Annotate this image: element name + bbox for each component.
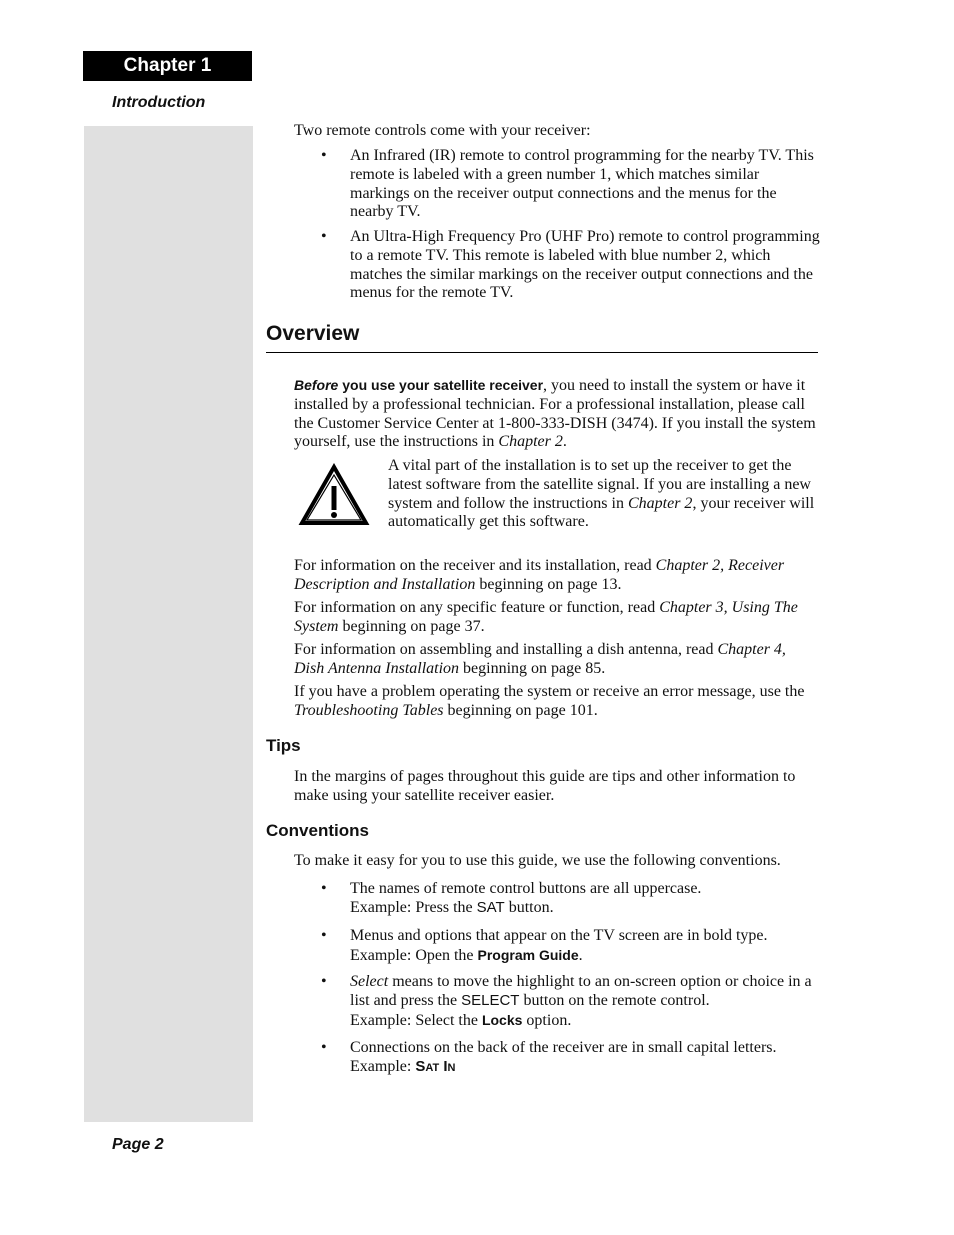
chapter-2-ref: Chapter 2 xyxy=(498,433,563,451)
overview-paragraph xyxy=(294,376,818,452)
ref-paragraph: For information on the receiver and its installation, read Chapter 2, Receiver Description and Installation beginning on page 13. xyxy=(294,557,785,593)
before-emphasis: Before xyxy=(294,377,339,393)
convention-select: Select means to move the highlight to an on-screen option or choice in a list and press the SELECT button on the remote control. Example: Select the Locks option. xyxy=(350,973,812,1029)
chapter-tab: Chapter 1 xyxy=(83,51,252,81)
sat-in-connection: Sat In xyxy=(415,1057,456,1075)
conventions-lead: To make it easy for you to use this guide, we use the following conventions. xyxy=(294,852,781,869)
intro-bullet-ir: An Infrared (IR) remote to control programming for the nearby TV. This remote is labeled with a green number 1, which matches similar markings on the receiver output connections and the menus for the nearby TV. xyxy=(350,147,814,221)
overview-text: , you need to install the system or have it installed by a professional technician. For a professional installation, please call the Customer Service Center at 1-800-333-DISH (3474). If you install the system yourself, use the instructions in xyxy=(294,377,816,451)
intro-bullet-uhf: An Ultra-High Frequency Pro (UHF Pro) remote to control programming to a remote TV. This remote is labeled with blue number 2, which matches the similar markings on the receiver output connections and the menus for the remote TV. xyxy=(350,228,820,302)
select-button-name: SELECT xyxy=(461,991,520,1009)
chapter-ref: Chapter 4, Dish Antenna Installation xyxy=(294,641,786,677)
tips-text: In the margins of pages throughout this guide are tips and other information to make using your satellite receiver easier. xyxy=(294,768,796,804)
program-guide-menu: Program Guide xyxy=(477,946,579,963)
bullet-marker: • xyxy=(321,927,327,944)
ref-paragraph: For information on any specific feature or function, read Chapter 3, Using The System beginning on page 37. xyxy=(294,599,798,635)
heading-rule xyxy=(266,352,818,353)
bullet-marker: • xyxy=(321,147,327,164)
ref-paragraph: If you have a problem operating the system or receive an error message, use the Troubleshooting Tables beginning on page 101. xyxy=(294,683,805,719)
sat-button-name: SAT xyxy=(476,898,505,916)
overview-heading: Overview xyxy=(266,322,360,345)
chapter-ref: Troubleshooting Tables xyxy=(294,701,444,719)
ref-paragraph: For information on assembling and installing a dish antenna, read Chapter 4, Dish Antenna Installation beginning on page 85. xyxy=(294,641,786,677)
chapter-ref: Chapter 3, Using The System xyxy=(294,599,798,635)
margin-sidebar xyxy=(84,126,253,1122)
section-label: Introduction xyxy=(112,94,206,111)
warning-text-b: , your receiver will automatically get this software. xyxy=(388,494,815,531)
locks-option: Locks xyxy=(481,1011,523,1028)
conventions-heading: Conventions xyxy=(266,821,369,840)
before-bold: you use your satellite receiver xyxy=(338,377,544,393)
warning-text-a: A vital part of the installation is to set up the receiver to get the latest software from the satellite signal. If you are installing a new system and follow the instructions in xyxy=(388,457,811,512)
chapter-ref: Chapter 2, Receiver Description and Installation xyxy=(294,557,785,593)
convention-smallcaps: Connections on the back of the receiver are in small capital letters. Example: Sat In xyxy=(350,1039,777,1075)
tips-heading: Tips xyxy=(266,736,301,755)
warning-text xyxy=(388,457,820,532)
bullet-marker: • xyxy=(321,1039,327,1056)
convention-bold: Menus and options that appear on the TV screen are in bold type. Example: Open the Program Guide. xyxy=(350,927,768,964)
page-number: Page 2 xyxy=(112,1136,164,1153)
bullet-marker: • xyxy=(321,973,327,990)
warning-chapter-ref: Chapter 2 xyxy=(627,494,693,512)
warning-triangle-icon xyxy=(298,463,370,527)
bullet-marker: • xyxy=(321,880,327,897)
intro-lead: Two remote controls come with your receiver: xyxy=(294,122,591,139)
convention-uppercase: The names of remote control buttons are all uppercase. Example: Press the SAT button. xyxy=(350,880,702,916)
overview-period: . xyxy=(562,433,567,451)
bullet-marker: • xyxy=(321,228,327,245)
